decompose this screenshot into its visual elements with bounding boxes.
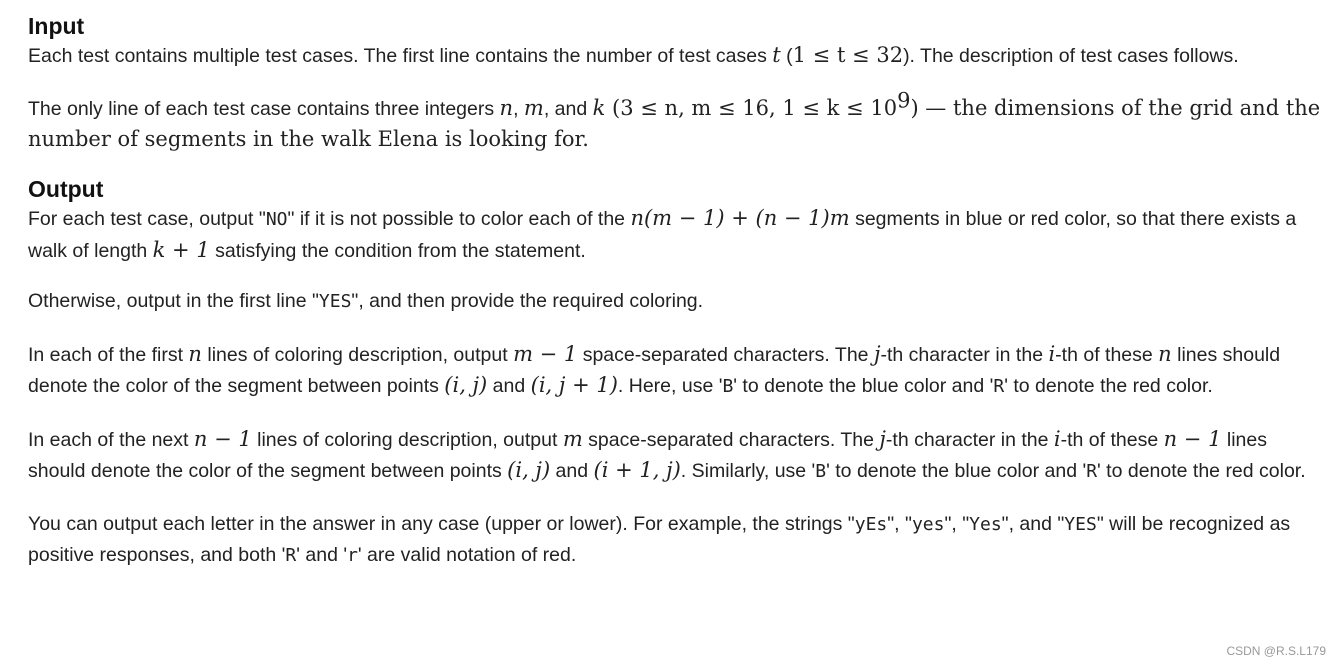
math: n [499,96,514,120]
text: In each of the next [28,429,194,451]
text: segments in blue or red color, so that there exists a walk of length [28,208,1297,262]
math: (i, j + 1) [530,373,618,397]
text: " if it is not possible to color each of the [287,208,631,230]
text: ", and " [1001,513,1065,535]
text: , [513,98,524,120]
text: satisfying the condition from the statement. [209,240,586,262]
text: , and [543,98,593,120]
output-paragraph-2 [28,286,1328,317]
text: For each test case, output " [28,208,266,230]
text: -th of these [1055,344,1159,366]
text: lines of coloring description, output [251,429,563,451]
text: -th character in the [880,344,1049,366]
watermark: CSDN @R.S.L179 [1226,644,1326,658]
math-exponent: 9 [897,88,911,113]
math: n(m − 1) + (n − 1)m [630,206,850,230]
text: ", and then provide the required coloring. [351,290,704,312]
output-paragraph-1 [28,203,1328,266]
output-paragraph-5 [28,509,1328,571]
math: 3 ≤ n, m ≤ 16, 1 ≤ k ≤ 10 [620,96,898,120]
input-paragraph-1 [28,40,1328,71]
text: ' and ' [296,544,348,566]
text: You can output each letter in the answer in any case (upper or lower). For example, the strings " [28,513,855,535]
text: ' are valid notation of red. [357,544,577,566]
code: R [993,376,1005,397]
output-paragraph-3 [28,339,1328,402]
problem-statement [28,12,1328,571]
code: B [815,461,827,482]
math: t [772,43,781,67]
text: lines of coloring description, output [201,344,514,366]
math: i [1048,342,1056,366]
text: space-separated characters. The [577,344,874,366]
text: ' to denote the blue color and ' [826,460,1087,482]
text: -th character in the [885,429,1054,451]
text: lines should denote the color of the segment between points [28,429,1267,482]
math: m [562,427,583,451]
text: space-separated characters. The [582,429,880,451]
text: ) — the dimensions of the grid and the number of segments in the walk Elena is looking for. [28,96,1321,151]
text: -th of these [1060,429,1164,451]
text: The only line of each test case contains three integers [28,98,500,120]
text: ", " [887,513,912,535]
text: ' to denote the red color. [1097,460,1306,482]
text: ", " [944,513,970,535]
code: yes [911,514,945,535]
code: YES [1064,514,1097,535]
math: 1 ≤ t ≤ 32 [792,43,904,67]
output-heading: Output [28,176,104,202]
math: (i + 1, j) [593,458,681,482]
text: In each of the first [28,344,189,366]
code: B [722,376,734,397]
input-heading: Input [28,13,85,39]
code: yEs [854,514,888,535]
math: n − 1 [1163,427,1222,451]
code: NO [265,209,288,230]
output-paragraph-4 [28,424,1328,487]
math: k [592,96,606,120]
math: j [873,342,881,366]
math: n − 1 [193,427,252,451]
math: m − 1 [513,342,578,366]
text: ). The description of test cases follows. [903,45,1239,67]
text: and [550,460,594,482]
text: " will be recognized as positive responses, and both ' [28,513,1291,566]
text: ( [605,96,621,120]
math: n [1158,342,1172,366]
text: ' to denote the blue color and ' [733,375,994,397]
math: j [879,427,886,451]
text: ( [780,45,793,67]
code: r [347,545,358,566]
math: (i, j) [507,458,551,482]
input-paragraph-2 [28,88,1328,155]
text: and [487,375,531,397]
text: Otherwise, output in the first line " [28,290,319,312]
code: Yes [969,514,1002,535]
text: Each test contains multiple test cases. The first line contains the number of test cases [28,45,773,67]
code: R [285,545,297,566]
text: . Here, use ' [617,375,723,397]
math: (i, j) [444,373,488,397]
math: k + 1 [152,238,210,262]
math: n [188,342,202,366]
code: YES [318,291,352,312]
code: R [1086,461,1098,482]
text: lines should denote the color of the segment between points [28,344,1281,397]
math: m [523,96,544,120]
text: . Similarly, use ' [680,460,816,482]
text: ' to denote the red color. [1004,375,1213,397]
math: i [1053,427,1061,451]
